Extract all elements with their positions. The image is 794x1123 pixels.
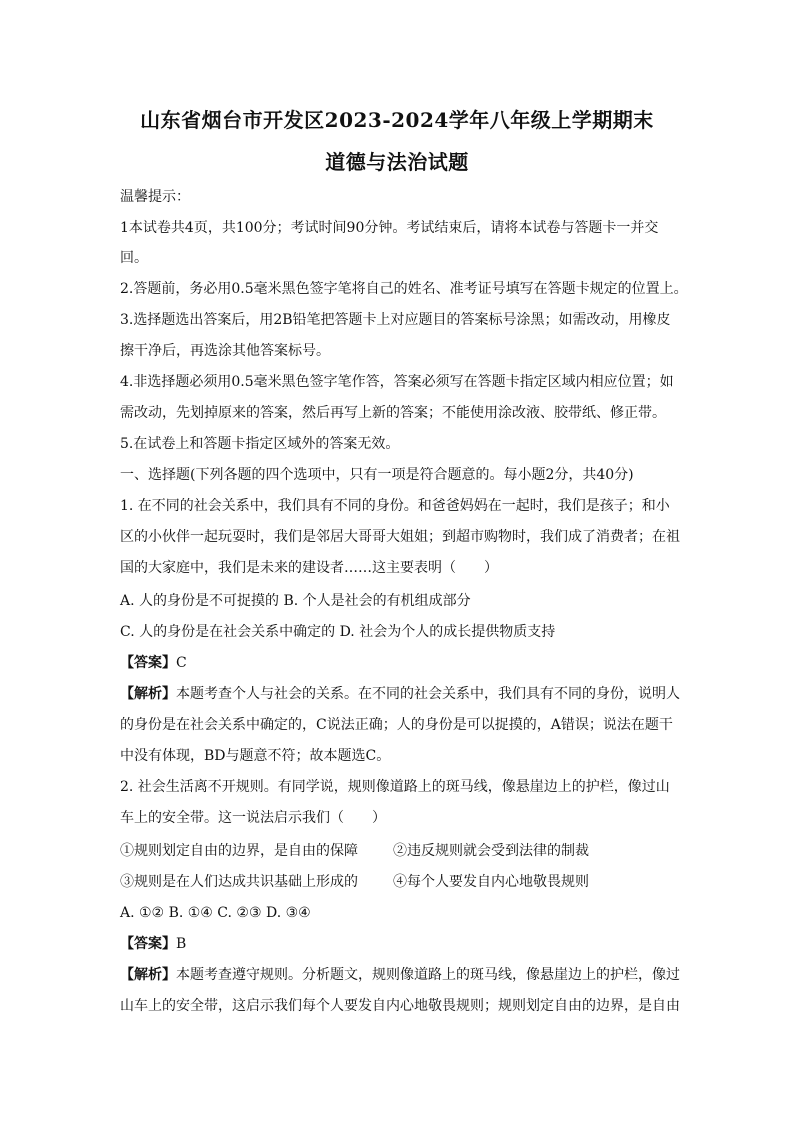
q2-statement: ①规则划定自由的边界，是自由的保障: [120, 843, 358, 859]
notice-line: 1本试卷共4页，共100分；考试时间90分钟。考试结束后，请将本试卷与答题卡一并交: [120, 220, 659, 236]
notice-line: 4.非选择题必须用0.5毫米黑色签字笔作答，答案必须写在答题卡指定区域内相应位置；如: [120, 374, 674, 390]
q1-option-line: A. 人的身份是不可捉摸的 B. 个人是社会的有机组成部分: [120, 593, 471, 609]
analysis-label: 【解析】: [120, 686, 176, 702]
notice-heading: 温馨提示：: [120, 189, 190, 205]
answer-value: B: [176, 936, 187, 952]
answer-value: C: [176, 655, 187, 671]
notice-line: 需改动，先划掉原来的答案，然后再写上新的答案；不能使用涂改液、胶带纸、修正带。: [120, 405, 666, 421]
analysis-label: 【解析】: [120, 967, 176, 983]
answer-label: 【答案】: [120, 655, 176, 671]
notice-line: 回。: [120, 250, 148, 266]
notice-line: 5.在试卷上和答题卡指定区域外的答案无效。: [120, 436, 400, 452]
notice-line: 2.答题前，务必用0.5毫米黑色签字笔将自己的姓名、准考证号填写在答题卡规定的位置上。: [120, 281, 688, 297]
q1-analysis-line: 的身份是在社会关系中确定的，C说法正确；人的身份是可以捉摸的，A错误；说法在题干: [120, 717, 673, 733]
notice-line: 3.选择题选出答案后，用2B铅笔把答题卡上对应题目的答案标号涂黑；如需改动，用橡皮: [120, 312, 671, 328]
q2-statement: ②违反规则就会受到法律的制裁: [393, 843, 589, 859]
q1-analysis-line: [120, 685, 680, 703]
q2-stem-line: 车上的安全带。这一说法启示我们（ ）: [120, 810, 386, 826]
q2-options: A. ①② B. ①④ C. ②③ D. ③④: [120, 905, 311, 921]
exam-title-line1: 山东省烟台市开发区2023-2024学年八年级上学期期末: [140, 108, 654, 132]
q1-stem-line: 国的大家庭中，我们是未来的建设者……这主要表明（ ）: [120, 560, 498, 576]
q2-analysis-line: 山车上的安全带，这启示我们每个人要发自内心地敬畏规则；规则划定自由的边界，是自由: [120, 998, 680, 1014]
q2-answer: [120, 935, 680, 953]
exam-title-line2: 道德与法治试题: [325, 150, 469, 174]
analysis-text: 本题考查个人与社会的关系。在不同的社会关系中，我们具有不同的身份，说明人: [176, 686, 680, 702]
q2-statement: ③规则是在人们达成共识基础上形成的: [120, 874, 358, 890]
q1-analysis-line: 中没有体现，BD与题意不符；故本题选C。: [120, 748, 391, 764]
answer-label: 【答案】: [120, 936, 176, 952]
section-heading: 一、选择题(下列各题的四个选项中，只有一项是符合题意的。每小题2分，共40分): [120, 467, 634, 483]
q2-statement: ④每个人要发自内心地敬畏规则: [393, 874, 589, 890]
q2-stem-line: 2. 社会生活离不开规则。有同学说，规则像道路上的斑马线，像悬崖边上的护栏，像过山: [120, 779, 670, 795]
q2-analysis-line: [120, 966, 680, 984]
q1-stem-line: 1. 在不同的社会关系中，我们具有不同的身份。和爸爸妈妈在一起时，我们是孩子；和小: [120, 498, 670, 514]
notice-line: 擦干净后，再选涂其他答案标号。: [120, 343, 330, 359]
q1-answer: [120, 654, 680, 672]
q1-option-line: C. 人的身份是在社会关系中确定的 D. 社会为个人的成长提供物质支持: [120, 624, 556, 640]
analysis-text: 本题考查遵守规则。分析题文，规则像道路上的斑马线，像悬崖边上的护栏，像过: [176, 967, 680, 983]
q1-stem-line: 区的小伙伴一起玩耍时，我们是邻居大哥哥大姐姐；到超市购物时，我们成了消费者；在祖: [120, 529, 680, 545]
